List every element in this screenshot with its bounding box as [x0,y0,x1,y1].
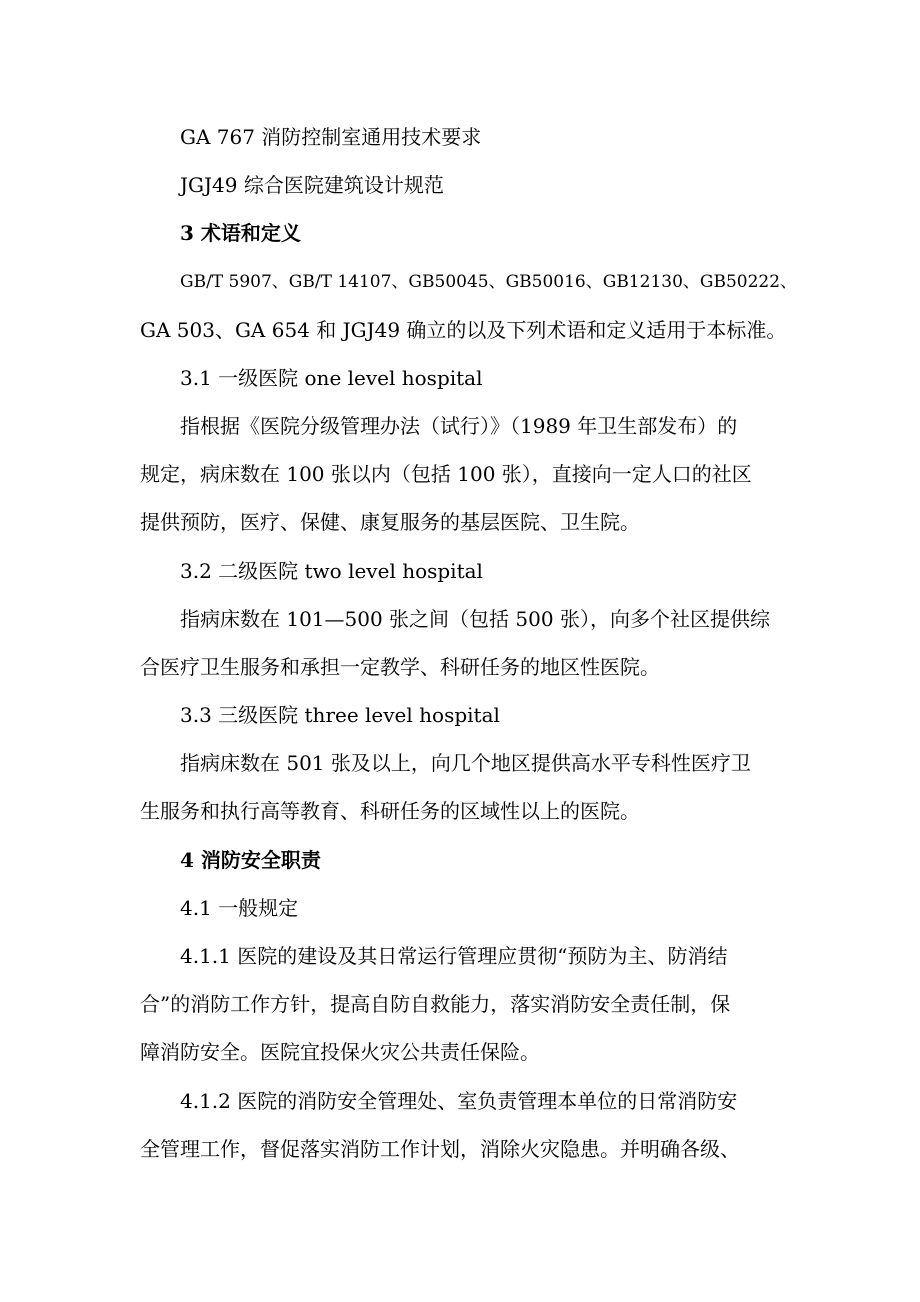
paragraph-line: 生服务和执行高等教育、科研任务的区域性以上的医院。 [140,799,640,823]
paragraph-line: 指根据《医院分级管理办法（试行）》（1989 年卫生部发布）的 [180,414,738,438]
paragraph-line: 合”的消防工作方针，提高自防自救能力，落实消防安全责任制，保 [140,992,731,1016]
paragraph-line: GA 503、GA 654 和 JGJ49 确立的以及下列术语和定义适用于本标准。 [140,318,787,342]
section-heading-4: 4 消防安全职责 [180,848,321,872]
paragraph-line: 4.1.2 医院的消防安全管理处、室负责管理本单位的日常消防安 [180,1089,738,1113]
paragraph-line: 障消防安全。医院宜投保火灾公共责任保险。 [140,1040,540,1064]
term-heading-3-3: 3.3 三级医院 three level hospital [180,703,500,727]
reference-jgj49: JGJ49 综合医院建筑设计规范 [180,173,444,197]
subsection-heading-4-1: 4.1 一般规定 [180,896,299,920]
term-heading-3-1: 3.1 一级医院 one level hospital [180,366,483,390]
section-heading-3: 3 术语和定义 [180,221,301,245]
paragraph-line: 合医疗卫生服务和承担一定教学、科研任务的地区性医院。 [140,655,660,679]
paragraph-line: 提供预防，医疗、保健、康复服务的基层医院、卫生院。 [140,510,640,534]
paragraph-line: GB/T 5907、GB/T 14107、GB50045、GB50016、GB12130、GB50222、 [180,272,798,292]
term-heading-3-2: 3.2 二级医院 two level hospital [180,559,483,583]
paragraph-line: 指病床数在 501 张及以上，向几个地区提供高水平专科性医疗卫 [180,751,751,775]
paragraph-line: 全管理工作，督促落实消防工作计划，消除火灾隐患。并明确各级、 [140,1137,740,1161]
paragraph-line: 指病床数在 101—500 张之间（包括 500 张），向多个社区提供综 [180,607,770,631]
paragraph-line: 4.1.1 医院的建设及其日常运行管理应贯彻“预防为主、防消结 [180,944,728,968]
reference-ga767: GA 767 消防控制室通用技术要求 [180,125,482,149]
paragraph-line: 规定，病床数在 100 张以内（包括 100 张），直接向一定人口的社区 [140,462,752,486]
